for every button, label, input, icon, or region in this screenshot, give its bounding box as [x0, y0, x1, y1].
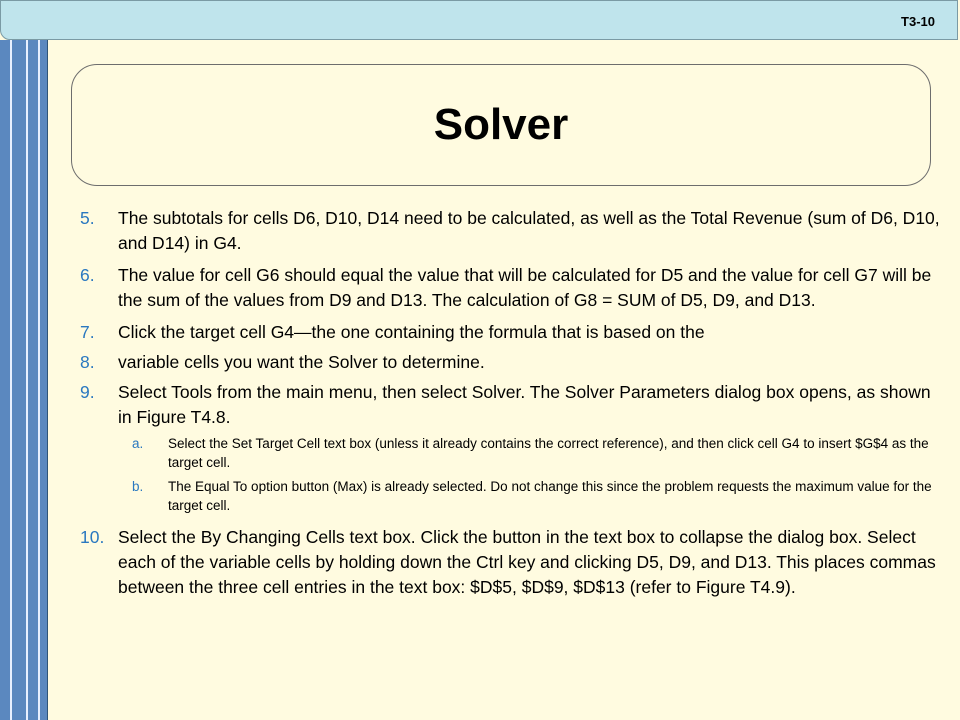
- sub-item-letter: b.: [132, 479, 144, 494]
- item-text: Select the By Changing Cells text box. Click the button in the text box to collapse the dialog box. Select each of the variable cells by holding down the Ctrl key and clicking D5, D9, and D13. This places commas between the three cell entries in the text box: $D$5, $D$9, $D$13 (refer to Figure T4.9).: [118, 527, 936, 597]
- sub-item: [80, 477, 940, 515]
- item-text: The value for cell G6 should equal the value that will be calculated for D5 and the value for cell G7 will be the sum of the values from D9 and D13. The calculation of G8 = SUM of D5, D9, and D13.: [118, 265, 932, 310]
- item-number: 7.: [80, 322, 95, 342]
- list-item: [80, 320, 940, 345]
- slide-number: T3-10: [901, 14, 935, 29]
- decor-line: [26, 40, 28, 720]
- item-text: variable cells you want the Solver to determine.: [118, 352, 485, 372]
- slide-title: Solver: [433, 100, 569, 149]
- item-number: 5.: [80, 208, 95, 228]
- list-item: [80, 263, 940, 313]
- item-text: Select Tools from the main menu, then select Solver. The Solver Parameters dialog box opens, as shown in Figure T4.8.: [118, 382, 931, 427]
- list-item: [80, 525, 940, 600]
- sub-list: [80, 434, 940, 515]
- sub-item-text: Select the Set Target Cell text box (unless it already contains the correct reference), and then click cell G4 to insert $G$4 as the target cell.: [168, 436, 929, 470]
- sub-item-letter: a.: [132, 436, 144, 451]
- list-item: [80, 350, 940, 375]
- item-text: Click the target cell G4—the one containing the formula that is based on the: [118, 322, 705, 342]
- item-number: 9.: [80, 382, 95, 402]
- item-number: 10.: [80, 527, 105, 547]
- decor-line: [10, 40, 12, 720]
- sub-item-text: The Equal To option button (Max) is already selected. Do not change this since the problem requests the maximum value for the target cell.: [168, 479, 932, 513]
- item-number: 8.: [80, 352, 95, 372]
- item-text: The subtotals for cells D6, D10, D14 need to be calculated, as well as the Total Revenue (sum of D6, D10, and D14) in G4.: [118, 208, 940, 253]
- left-decorative-bar: [0, 40, 48, 720]
- decor-line: [38, 40, 40, 720]
- content-list: [80, 206, 940, 607]
- list-item: [80, 380, 940, 430]
- top-bar: [0, 0, 958, 40]
- sub-item: [80, 434, 940, 472]
- title-box: [71, 64, 931, 186]
- list-item: [80, 206, 940, 256]
- item-number: 6.: [80, 265, 95, 285]
